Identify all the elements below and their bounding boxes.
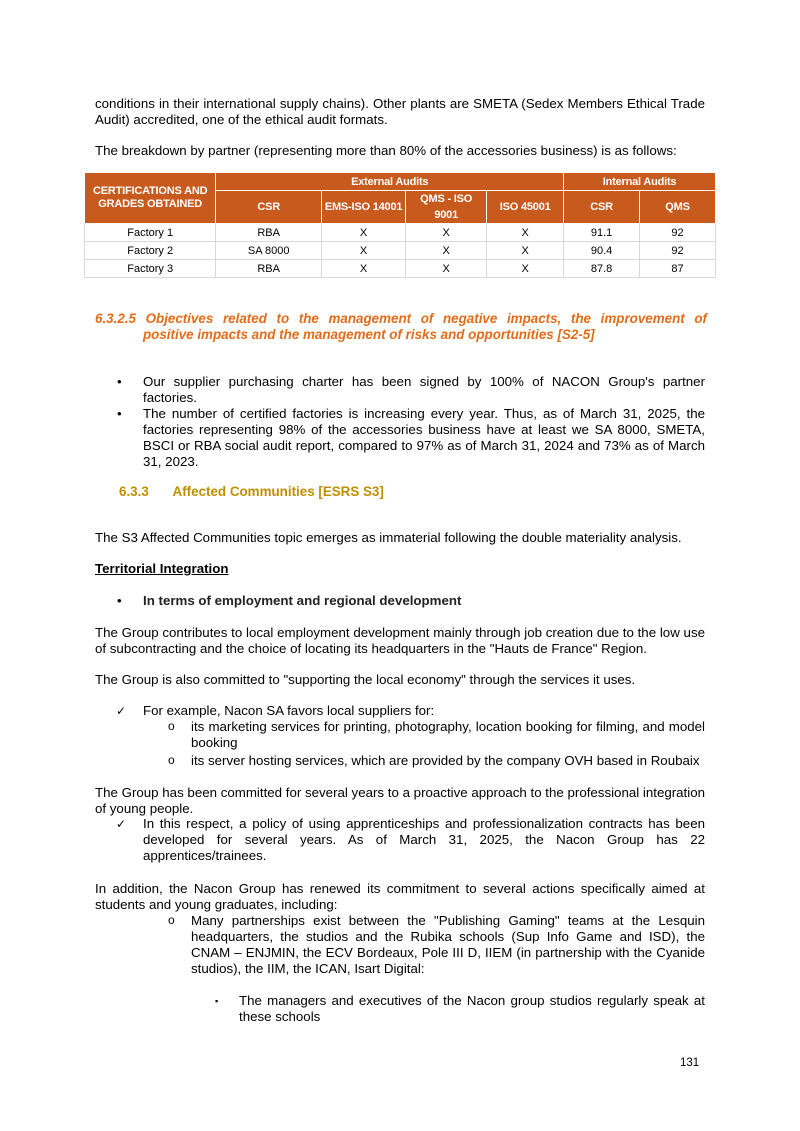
table-cell: 92 [640, 224, 716, 242]
check-item-text: In this respect, a policy of using apprenticeships and professionalization contracts has been developed for several years. As of March 31, 2025, the Nacon Group has 22 apprentices/trainees. [143, 816, 705, 863]
col-header: CSR [564, 191, 640, 224]
page-number: 131 [680, 1057, 700, 1069]
bullet-icon: • [117, 374, 122, 389]
bullet-list-633 [95, 593, 705, 609]
col-header: CSR [216, 191, 322, 224]
list-item [95, 374, 705, 406]
table-cell: X [406, 242, 487, 260]
table-cell: 92 [640, 242, 716, 260]
table-row [85, 224, 716, 242]
sub-item [143, 719, 705, 751]
bullet-list-625 [95, 374, 705, 470]
check-item [95, 703, 705, 719]
table-cell: X [487, 242, 564, 260]
section-title: Affected Communities [ESRS S3] [172, 484, 384, 499]
table-cell: X [406, 224, 487, 242]
list-item [95, 593, 705, 609]
table-row [85, 242, 716, 260]
section-heading-633 [119, 484, 384, 500]
table-corner-header: CERTIFICATIONS AND GRADES OBTAINED [85, 173, 216, 224]
table-cell: RBA [216, 260, 322, 278]
external-audits-header: External Audits [216, 173, 564, 191]
col-header: EMS-ISO 14001 [322, 191, 406, 224]
table-cell: X [322, 242, 406, 260]
bullet-icon: • [117, 406, 122, 421]
check-icon: ✓ [116, 817, 127, 831]
list-item-text: Our supplier purchasing charter has been signed by 100% of NACON Group's partner factories. [143, 374, 705, 405]
intro-paragraph-2: The breakdown by partner (representing more than 80% of the accessories business) is as follows: [95, 143, 677, 158]
table-cell: 90.4 [564, 242, 640, 260]
table-cell: X [487, 260, 564, 278]
paragraph: The Group is also committed to "supporting the local economy" through the services it uses. [95, 672, 636, 687]
sub-item-text: its marketing services for printing, photography, location booking for filming, and model booking [191, 719, 705, 750]
circle-bullet-icon: o [168, 719, 175, 733]
table-cell: X [406, 260, 487, 278]
circle-bullet-icon: o [168, 753, 175, 767]
sub-item-text: Many partnerships exist between the "Publishing Gaming" teams at the Lesquin headquarters, the studios and the Rubika schools (Sup Info Game and ISD), the CNAM – ENJMIN, the ECV Bordeaux, Pole III D, IIEM (in partnership with the Cyanide studios), the IIM, the ICAN, Isart Digital: [191, 913, 705, 976]
row-label: Factory 2 [85, 242, 216, 260]
row-label: Factory 3 [85, 260, 216, 278]
intro-paragraph-1: conditions in their international supply chains). Other plants are SMETA (Sedex Members Ethical Trade Audit) accredited, one of the ethical audit formats. [95, 96, 705, 127]
section-heading-625 [95, 311, 707, 343]
table-cell: X [322, 260, 406, 278]
col-header: ISO 45001 [487, 191, 564, 224]
paragraph: The Group contributes to local employment development mainly through job creation due to the low use of subcontracting and the choice of locating its headquarters in the "Hauts de France" Region. [95, 625, 705, 656]
list-item [95, 406, 705, 470]
circle-bullet-icon: o [168, 913, 175, 927]
table-cell: SA 8000 [216, 242, 322, 260]
table-cell: 87 [640, 260, 716, 278]
table-cell: X [487, 224, 564, 242]
paragraph: The Group has been committed for several years to a proactive approach to the professional integration of young people. [95, 785, 705, 816]
subheading-territorial-integration: Territorial Integration [95, 561, 229, 576]
internal-audits-header: Internal Audits [564, 173, 716, 191]
section-title-line-1: Objectives related to the management of negative impacts, the improvement of [145, 311, 707, 326]
sub-item [143, 913, 705, 977]
square-item-text: The managers and executives of the Nacon group studios regularly speak at these schools [239, 993, 705, 1024]
table-cell: 91.1 [564, 224, 640, 242]
paragraph: In addition, the Nacon Group has renewed its commitment to several actions specifically aimed at students and young graduates, including: [95, 881, 705, 912]
table-cell: 87.8 [564, 260, 640, 278]
square-bullet-icon: ▪ [215, 996, 219, 1006]
check-item-text: For example, Nacon SA favors local suppliers for: [143, 703, 435, 718]
heading-line-1 [95, 311, 707, 327]
table-row [85, 260, 716, 278]
sub-item [143, 753, 705, 769]
section-number: 6.3.3 [119, 484, 149, 499]
paragraph: The S3 Affected Communities topic emerges as immaterial following the double materiality analysis. [95, 530, 682, 545]
square-item [191, 993, 705, 1025]
col-header: QMS [640, 191, 716, 224]
section-number: 6.3.2.5 [95, 311, 136, 326]
list-item-text: The number of certified factories is increasing every year. Thus, as of March 31, 2025, the factories representing 98% of the accessories business have at least we SA 8000, SMETA, BSCI or RBA social audit report, compared to 97% as of March 31, 2024 and 73% as of March 31, 2023. [143, 406, 705, 469]
sub-item-text: its server hosting services, which are provided by the company OVH based in Roubaix [191, 753, 700, 768]
list-item-text: In terms of employment and regional development [143, 593, 462, 608]
section-title-line-2: positive impacts and the management of risks and opportunities [S2-5] [143, 327, 595, 342]
certifications-table [84, 172, 716, 278]
table-cell: X [322, 224, 406, 242]
check-icon: ✓ [116, 704, 127, 718]
table-cell: RBA [216, 224, 322, 242]
check-item [95, 816, 705, 864]
row-label: Factory 1 [85, 224, 216, 242]
bullet-icon: • [117, 593, 122, 608]
col-header: QMS - ISO 9001 [406, 191, 487, 224]
